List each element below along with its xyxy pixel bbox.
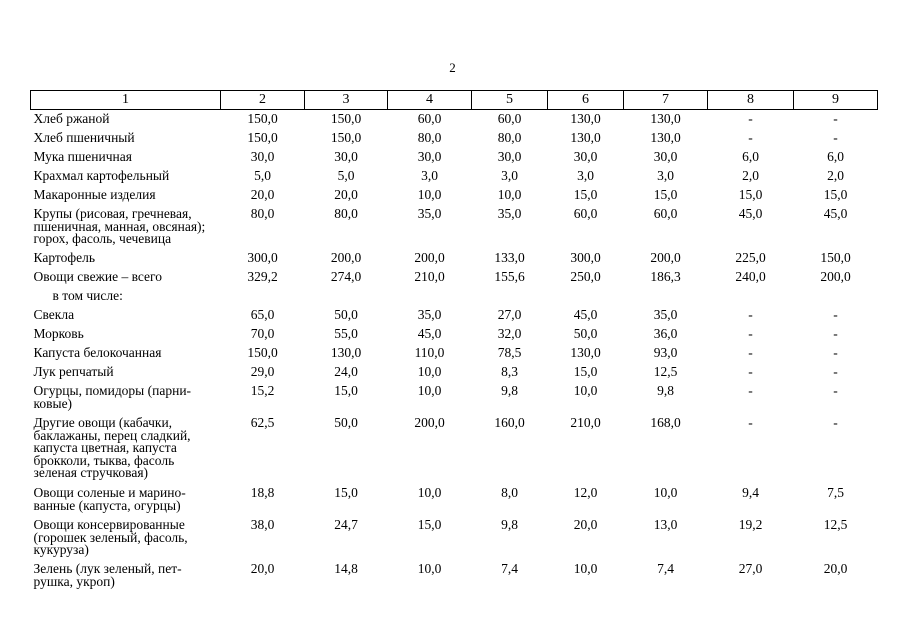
table-cell: 150,0 (820, 250, 851, 265)
table-cell: 9,8 (501, 383, 518, 398)
table-cell: 150,0 (247, 345, 278, 360)
table-cell: - (833, 415, 838, 430)
table-cell: - (748, 415, 753, 430)
table-cell: 93,0 (653, 345, 678, 360)
table-cell: 12,5 (653, 364, 678, 379)
table-row (31, 110, 878, 130)
table-cell: 60,0 (573, 206, 598, 221)
table-cell: 15,0 (738, 187, 763, 202)
table-cell: 20,0 (823, 561, 848, 576)
table-cell (388, 287, 472, 306)
column-header: 6 (548, 91, 624, 110)
table-cell: 274,0 (330, 269, 362, 284)
table-cell (794, 287, 878, 306)
table-cell: - (833, 307, 838, 322)
table-cell: 20,0 (334, 187, 358, 202)
table-cell: 10,0 (417, 187, 442, 202)
table-cell: 3,0 (577, 168, 594, 183)
product-name: Зелень (лук зеленый, пет- рушка, укроп) (33, 561, 182, 589)
product-name: Овощи свежие – всего (33, 269, 162, 284)
table-cell: 150,0 (247, 111, 278, 126)
product-name: Крупы (рисовая, гречневая, пшеничная, манная, овсяная); горох, фасоль, чечевица (33, 206, 206, 246)
table-cell: 210,0 (414, 269, 445, 284)
table-cell: 9,8 (657, 383, 674, 398)
table-cell: 10,0 (653, 485, 678, 500)
table-cell: 150,0 (330, 130, 362, 145)
table-cell: 30,0 (250, 149, 275, 164)
table-cell: 15,0 (334, 485, 358, 500)
table-cell: 7,5 (827, 485, 844, 500)
table-cell: 14,8 (334, 561, 358, 576)
table-cell: 80,0 (417, 130, 442, 145)
table-cell: 9,8 (501, 517, 518, 532)
table-cell: 210,0 (570, 415, 601, 430)
table-cell: 7,4 (501, 561, 518, 576)
table-row (31, 287, 878, 306)
table-cell: 60,0 (653, 206, 678, 221)
page-number: 2 (449, 60, 456, 75)
table-cell: - (833, 326, 838, 341)
table-row (31, 382, 878, 414)
table-cell: 30,0 (417, 149, 442, 164)
table-row (31, 249, 878, 268)
table-cell: 12,0 (573, 485, 598, 500)
table-row (31, 484, 878, 516)
header-row (31, 91, 878, 110)
table-cell: 35,0 (417, 307, 442, 322)
table-row (31, 268, 878, 287)
table-cell: 6,0 (742, 149, 759, 164)
table-cell: 10,0 (417, 485, 442, 500)
table-cell: 200,0 (330, 250, 362, 265)
table-cell: - (833, 364, 838, 379)
table-cell: 45,0 (738, 206, 763, 221)
table-cell: 13,0 (653, 517, 678, 532)
table-cell: 200,0 (820, 269, 851, 284)
table-cell: 300,0 (247, 250, 278, 265)
table-cell: 2,0 (827, 168, 844, 183)
table-cell: 15,0 (334, 383, 358, 398)
table-cell: 200,0 (414, 415, 445, 430)
table-cell: 35,0 (497, 206, 522, 221)
table-cell: 15,0 (823, 187, 848, 202)
table-cell: 80,0 (497, 130, 522, 145)
table-cell: 250,0 (570, 269, 601, 284)
table-cell: 12,5 (823, 517, 848, 532)
column-header: 9 (794, 91, 878, 110)
table-cell: 130,0 (570, 111, 601, 126)
table-cell: 20,0 (250, 561, 275, 576)
table-cell: 45,0 (823, 206, 848, 221)
subheading: в том числе: (52, 288, 123, 303)
table-row (31, 344, 878, 363)
table-cell: - (833, 111, 838, 126)
table-row (31, 129, 878, 148)
product-name: Хлеб ржаной (33, 111, 110, 126)
table-cell: - (833, 130, 838, 145)
table-row (31, 167, 878, 186)
table-cell: 45,0 (573, 307, 598, 322)
table-cell: 60,0 (497, 111, 522, 126)
table-cell: - (748, 345, 753, 360)
table-row (31, 414, 878, 484)
table-cell: 168,0 (650, 415, 681, 430)
table-cell: 29,0 (250, 364, 275, 379)
table-cell: 133,0 (494, 250, 525, 265)
table-cell: 15,0 (653, 187, 678, 202)
table-cell: 130,0 (330, 345, 362, 360)
table-cell: 240,0 (735, 269, 766, 284)
table-cell: 225,0 (735, 250, 766, 265)
table-cell: 110,0 (414, 345, 445, 360)
table-cell: 20,0 (250, 187, 275, 202)
product-name: Макаронные изделия (33, 187, 156, 202)
column-header: 7 (624, 91, 708, 110)
table-cell: 150,0 (247, 130, 278, 145)
table-cell: 19,2 (738, 517, 763, 532)
table-cell: 30,0 (497, 149, 522, 164)
table-cell: 24,0 (334, 364, 358, 379)
table-cell: 186,3 (650, 269, 681, 284)
column-header: 8 (708, 91, 794, 110)
table-cell (708, 287, 794, 306)
product-name: Мука пшеничная (33, 149, 132, 164)
table-cell: 36,0 (653, 326, 678, 341)
product-name: Морковь (33, 326, 84, 341)
table-cell: 10,0 (497, 187, 522, 202)
table-cell: 27,0 (497, 307, 522, 322)
column-header: 3 (305, 91, 388, 110)
product-name: Свекла (33, 307, 75, 322)
table-cell: - (748, 111, 753, 126)
table-cell: 6,0 (827, 149, 844, 164)
product-name: Овощи консервированные (горошек зеленый, фасоль, кукуруза) (33, 517, 188, 557)
table-cell: 9,4 (742, 485, 759, 500)
product-name: Огурцы, помидоры (парни- ковые) (33, 383, 192, 411)
table-cell: 300,0 (570, 250, 601, 265)
table-cell: - (748, 383, 753, 398)
table-cell: - (748, 364, 753, 379)
table-cell: 10,0 (573, 383, 598, 398)
table-cell: 50,0 (334, 415, 358, 430)
table-cell (624, 287, 708, 306)
table-cell (221, 287, 305, 306)
table-cell: 15,0 (573, 364, 598, 379)
product-name: Лук репчатый (33, 364, 114, 379)
table-cell: 5,0 (254, 168, 271, 183)
table-cell: 7,4 (657, 561, 674, 576)
table-cell: 78,5 (497, 345, 522, 360)
product-name: Овощи соленые и марино- ванные (капуста, огурцы) (33, 485, 186, 513)
table-cell (472, 287, 548, 306)
table-cell: 10,0 (417, 561, 442, 576)
table-cell: 130,0 (650, 111, 681, 126)
table-cell: 30,0 (334, 149, 358, 164)
table-cell: 30,0 (573, 149, 598, 164)
table-cell: 62,5 (250, 415, 275, 430)
table-cell: 200,0 (650, 250, 681, 265)
column-header: 1 (31, 91, 221, 110)
table-cell: 27,0 (738, 561, 763, 576)
table-row (31, 325, 878, 344)
table-cell: 80,0 (250, 206, 275, 221)
table-cell: 8,3 (501, 364, 518, 379)
product-name: Хлеб пшеничный (33, 130, 135, 145)
table-cell: 200,0 (414, 250, 445, 265)
table-cell (548, 287, 624, 306)
table-cell: 10,0 (573, 561, 598, 576)
table-cell: 150,0 (330, 111, 362, 126)
table-cell: 70,0 (250, 326, 275, 341)
table-cell: 30,0 (653, 149, 678, 164)
table-cell: 3,0 (501, 168, 518, 183)
column-header: 5 (472, 91, 548, 110)
table-cell: 130,0 (570, 345, 601, 360)
table-cell: 20,0 (573, 517, 598, 532)
table-row (31, 186, 878, 205)
table-row (31, 205, 878, 249)
table-cell: 2,0 (742, 168, 759, 183)
column-header: 4 (388, 91, 472, 110)
product-name: Капуста белокочанная (33, 345, 162, 360)
table-cell: 15,2 (250, 383, 275, 398)
column-header: 2 (221, 91, 305, 110)
table-row (31, 306, 878, 325)
table-cell: 65,0 (250, 307, 275, 322)
table-cell: - (833, 383, 838, 398)
table-row (31, 363, 878, 382)
product-name: Другие овощи (кабачки, баклажаны, перец сладкий, капуста цветная, капуста брокколи, тыква, фасоль зеленая стручковая) (33, 415, 191, 480)
table-cell: 155,6 (494, 269, 525, 284)
table-cell: 160,0 (494, 415, 525, 430)
product-name: Картофель (33, 250, 95, 265)
table-cell: - (748, 326, 753, 341)
table-cell: 8,0 (501, 485, 518, 500)
table-cell: 80,0 (334, 206, 358, 221)
table-cell: 55,0 (334, 326, 358, 341)
table-cell: 38,0 (250, 517, 275, 532)
table-cell (305, 287, 388, 306)
table-cell: 35,0 (653, 307, 678, 322)
table-cell: 60,0 (417, 111, 442, 126)
table-row (31, 516, 878, 560)
table-cell: 5,0 (337, 168, 355, 183)
table-cell: - (748, 130, 753, 145)
table-cell: 10,0 (417, 383, 442, 398)
table-cell: 10,0 (417, 364, 442, 379)
table-cell: 329,2 (247, 269, 278, 284)
table-cell: 50,0 (573, 326, 598, 341)
table-row (31, 148, 878, 167)
table-cell: 130,0 (570, 130, 601, 145)
table-cell: 24,7 (334, 517, 358, 532)
table-cell: 3,0 (657, 168, 674, 183)
table-cell: 15,0 (573, 187, 598, 202)
table-cell: - (833, 345, 838, 360)
food-norms-table (30, 90, 878, 592)
product-name: Крахмал картофельный (33, 168, 170, 183)
table-cell: - (748, 307, 753, 322)
table-cell: 32,0 (497, 326, 522, 341)
table-cell: 18,8 (250, 485, 275, 500)
table-row (31, 560, 878, 592)
table-cell: 35,0 (417, 206, 442, 221)
table-cell: 15,0 (417, 517, 442, 532)
table-cell: 130,0 (650, 130, 681, 145)
table-cell: 3,0 (421, 168, 438, 183)
table-cell: 45,0 (417, 326, 442, 341)
table-cell: 50,0 (334, 307, 358, 322)
